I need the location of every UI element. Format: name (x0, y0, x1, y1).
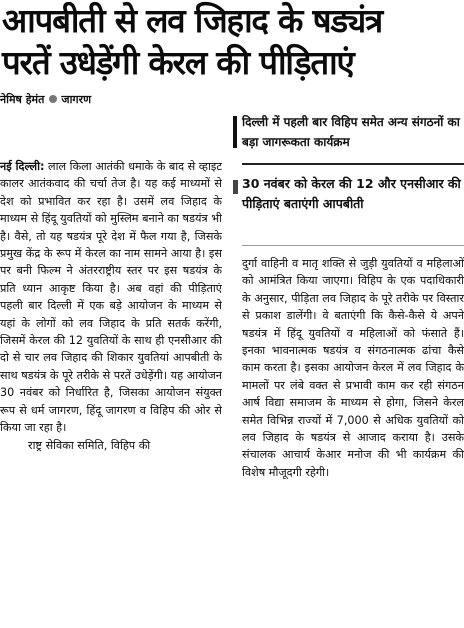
kicker-bar (233, 116, 237, 148)
dateline: नई दिल्ली: (0, 160, 45, 173)
pullquote-text: 30 नवंबर को केरल की 12 और एनसीआर की पीड़िताएं बताएंगी आपबीती (242, 176, 461, 211)
byline-source: जागरण (61, 92, 92, 106)
pullquote-bar (233, 180, 238, 194)
pullquote-divider (242, 245, 464, 246)
article-column-right (242, 255, 464, 628)
byline (0, 88, 91, 110)
article-paragraph-2 (0, 437, 222, 454)
body-text-left-2: राष्ट्र सेविका समिति, विहिप की (28, 438, 151, 452)
byline-separator-dot (49, 95, 57, 103)
headline (0, 0, 464, 84)
headline-line-1: आपबीती से लव जिहाद के षड्यंत्र (2, 1, 383, 40)
kicker-box (242, 112, 464, 152)
kicker-divider (242, 163, 464, 165)
kicker-text: दिल्ली में पहली बार विहिप समेत अन्य संगठनों का बड़ा जागरूकता कार्यक्रम (242, 115, 460, 149)
byline-author: नेमिष हेमंत (0, 92, 45, 106)
body-text-left: लाल किला आतंकी धमाके के बाद से व्हाइट कालर आतंकवाद की चर्चा तेज है। यह कई माध्यमों से देश को प्रभावित कर रहा है। उसमें लव जिहाद के माध्यम से हिंदू युवतियों को मुस्लिम बनाने का षडयंत्र भी है। वैसे, तो यह षडयंत्र पूरे देश में फैल गया है, जिसके प्रमुख केंद्र के रूप में केरल का नाम सामने आया है। इस पर बनी फिल्म ने अंतरराष्ट्रीय स्तर पर इस षडयंत्र के प्रति ध्यान आकृष्ट किया है। अब वहां की पीड़िताएं पहली बार दिल्ली में एक बड़े आयोजन के माध्यम से यहां के लोगों को लव जिहाद के प्रति सतर्क करेंगी, जिसमें केरल की 12 युवतियों के साथ ही एनसीआर की दो से चार लव जिहाद की शिकार युवतियां आपबीती के साथ षडयंत्र के पूरे तरीके से परतें उधेड़ेंगी। यह आयोजन 30 नवंबर को निर्धारित है, जिसका आयोजन संयुक्त रूप से धर्म जागरण, हिंदू जागरण व विहिप की ओर से किया जा रहा है। (0, 160, 222, 435)
article-paragraph-1 (0, 158, 222, 437)
headline-line-2: परतें उधेड़ेंगी केरल की पीड़िताएं (2, 43, 354, 82)
pullquote (242, 174, 464, 214)
article-column-left (0, 158, 222, 628)
body-text-right: दुर्गा वाहिनी व मातृ शक्ति से जुड़ी युवतियों व महिलाओं को आमंत्रित किया जाएगा। विहिप के एक पदाधिकारी के अनुसार, पीड़िता लव जिहाद के पूरे तरीके पर विस्तार से प्रकाश डालेंगी। वे बताएंगी कि कैसे-कैसे ये अपने षडयंत्र में हिंदू युवतियों व महिलाओं को फंसाते हैं। इनका भावनात्मक षडयंत्र व संगठनात्मक ढांचा कैसे काम करता है। इसका आयोजन केरल में लव जिहाद के मामलों पर लंबे वक्त से प्रभावी काम कर रही संगठन आर्ष विद्या समाजम के माध्यम से होगा, जिसने केरल समेत विभिन्न राज्यों में 7,000 से अधिक युवतियों को लव जिहाद के षडयंत्र से आजाद कराया है। उसके संचालक आचार्य केआर मनोज की भी कार्यक्रम की विशेष मौजूदगी रहेगी। (242, 257, 464, 479)
